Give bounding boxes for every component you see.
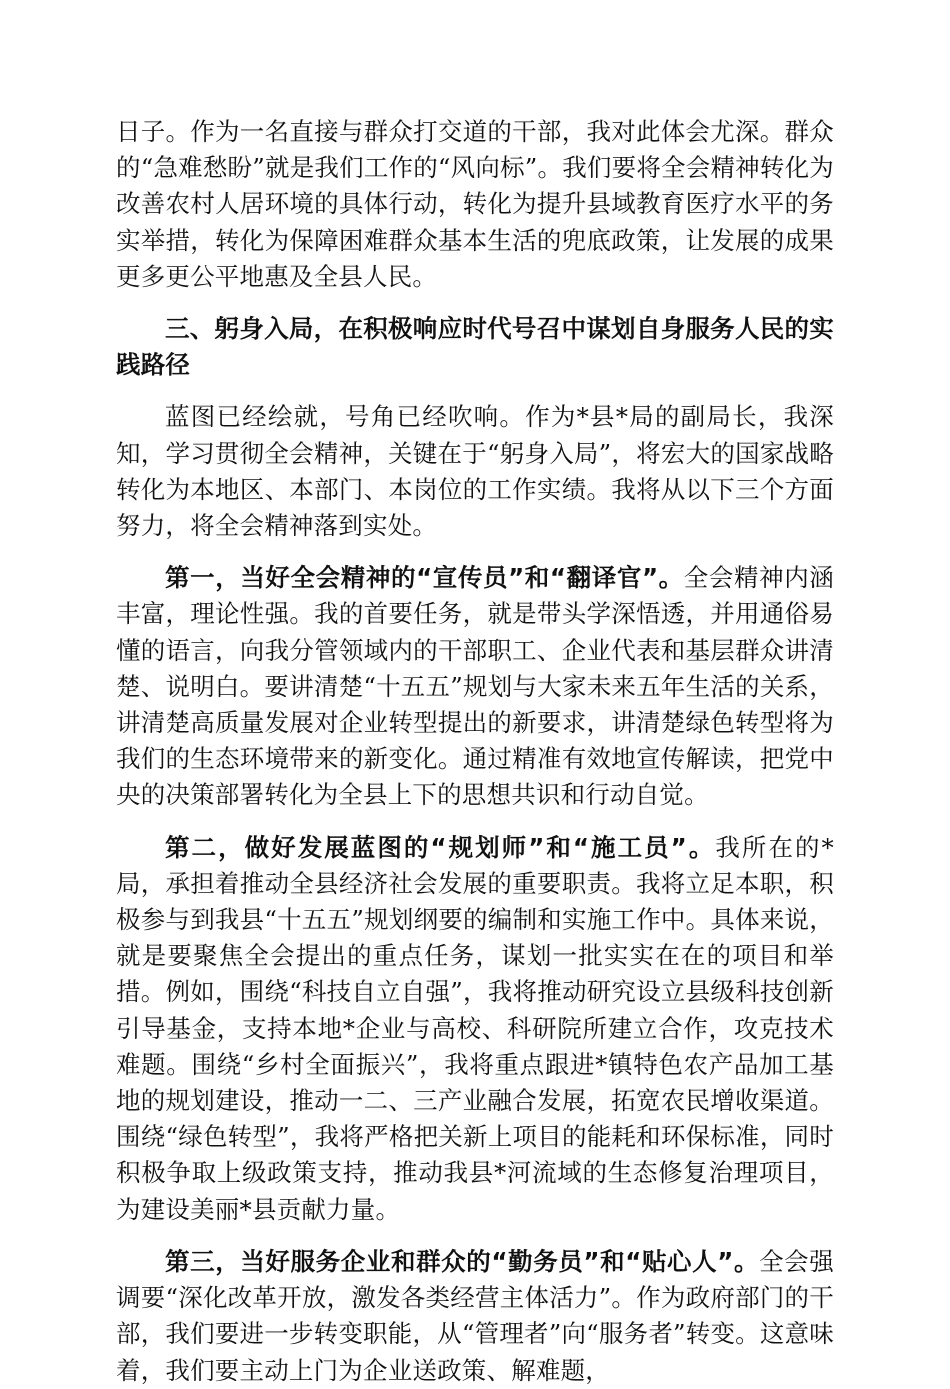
second-point-body: 我所在的*局，承担着推动全县经济社会发展的重要职责。我将立足本职，积极参与到我县“十五五”规划纲要的编制和实施工作中。具体来说，就是要聚焦全会提出的重点任务，谋划一批实实在在的项目和举措。例如，围绕“科技自立自强”，我将推动研究设立县级科技创新引导基金，支持本地*企业与高校、科研院所建立合作，攻克技术难题。围绕“乡村全面振兴”，我将重点跟进*镇特色农产品加工基地的规划建设，推动一二、三产业融合发展，拓宽农民增收渠道。围绕“绿色转型”，我将严格把关新上项目的能耗和环保标准，同时积极争取上级政策支持，推动我县*河流域的生态修复治理项目，为建设美丽*县贡献力量。 bbox=[116, 832, 834, 1224]
first-point-body: 全会精神内涵丰富，理论性强。我的首要任务，就是带头学深悟透，并用通俗易懂的语言，向我分管领域内的干部职工、企业代表和基层群众讲清楚、说明白。要讲清楚“十五五”规划与大家未来五年生活的关系，讲清楚高质量发展对企业转型提出的新要求，讲清楚绿色转型将为我们的生态环境带来的新变化。通过精准有效地宣传解读，把党中央的决策部署转化为全县上下的思想共识和行动自觉。 bbox=[116, 563, 834, 810]
paragraph-gap bbox=[116, 544, 834, 560]
second-point-lead: 第二，做好发展蓝图的“规划师”和“施工员”。 bbox=[165, 832, 716, 862]
paragraph-intro: 蓝图已经绘就，号角已经吹响。作为*县*局的副局长，我深知，学习贯彻全会精神，关键在于“躬身入局”，将宏大的国家战略转化为本地区、本部门、本岗位的工作实绩。我将从以下三个方面努力，将全会精神落到实处。 bbox=[116, 402, 834, 541]
paragraph-third-point bbox=[116, 1244, 834, 1389]
paragraph-first-point bbox=[116, 560, 834, 813]
third-point-lead: 第三，当好服务企业和群众的“勤务员”和“贴心人”。 bbox=[165, 1246, 760, 1276]
paragraph-gap bbox=[116, 1228, 834, 1244]
paragraph-gap bbox=[116, 383, 834, 399]
document-page bbox=[116, 114, 834, 1389]
paragraph-gap bbox=[116, 814, 834, 830]
third-point-body: 全会强调要“深化改革开放，激发各类经营主体活力”。作为政府部门的干部，我们要进一步转变职能，从“管理者”向“服务者”转变。这意味着，我们要主动上门为企业送政策、解难题， bbox=[116, 1246, 834, 1385]
paragraph-gap bbox=[116, 295, 834, 311]
first-point-lead: 第一，当好全会精神的“宣传员”和“翻译官”。 bbox=[165, 563, 684, 593]
section-heading-3: 三、躬身入局，在积极响应时代号召中谋划自身服务人民的实践路径 bbox=[116, 314, 834, 380]
paragraph-second-point bbox=[116, 830, 834, 1228]
paragraph-continued: 日子。作为一名直接与群众打交道的干部，我对此体会尤深。群众的“急难愁盼”就是我们工作的“风向标”。我们要将全会精神转化为改善农村人居环境的具体行动，转化为提升县域教育医疗水平的务实举措，转化为保障困难群众基本生活的兜底政策，让发展的成果更多更公平地惠及全县人民。 bbox=[116, 117, 834, 291]
